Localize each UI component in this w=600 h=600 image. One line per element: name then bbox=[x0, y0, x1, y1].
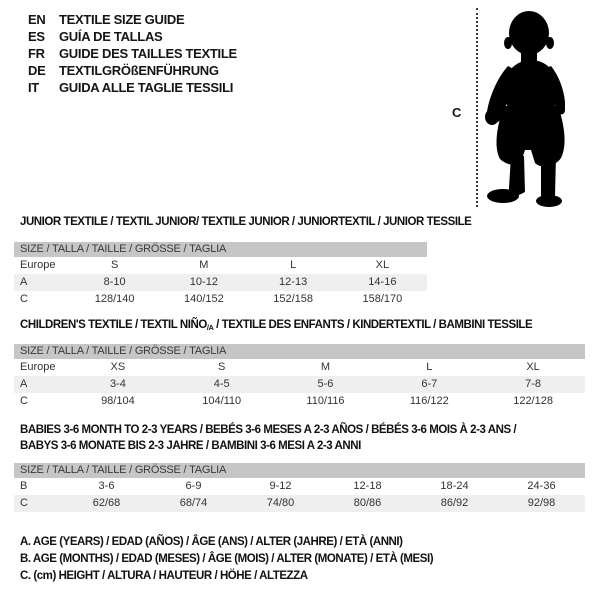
row-label: B bbox=[20, 480, 28, 492]
children-title-text: / TEXTILE DES ENFANTS / KINDERTEXTIL / BAMBINI TESSILE bbox=[213, 319, 533, 331]
age-cell: 14-16 bbox=[368, 276, 397, 288]
height-cell: 158/170 bbox=[362, 293, 403, 305]
language-row-es bbox=[28, 28, 237, 45]
row-label: C bbox=[20, 497, 28, 509]
age-cell: 3-4 bbox=[109, 378, 126, 390]
row-label: A bbox=[20, 276, 28, 288]
children-title-subscript: /A bbox=[206, 323, 214, 332]
size-cell: M bbox=[199, 259, 209, 271]
height-measure-label: C bbox=[452, 105, 462, 120]
guide-title-fr: GUIDE DES TAILLES TEXTILE bbox=[59, 46, 237, 61]
legend-line-a: A. AGE (YEARS) / EDAD (AÑOS) / ÂGE (ANS) / ALTER (JAHRE) / ETÀ (ANNI) bbox=[20, 536, 403, 548]
babies-size-table bbox=[14, 463, 585, 512]
height-cell: 152/158 bbox=[273, 293, 313, 305]
height-cell: 80/86 bbox=[353, 497, 382, 509]
age-cell: 5-6 bbox=[317, 378, 334, 390]
age-cell: 10-12 bbox=[189, 276, 218, 288]
table-row-europe bbox=[14, 257, 427, 274]
guide-title-de: TEXTILGRÖßENFÜHRUNG bbox=[59, 63, 219, 78]
height-cell: 122/128 bbox=[513, 395, 553, 407]
height-cell: 104/110 bbox=[202, 395, 242, 407]
age-cell: 7-8 bbox=[525, 378, 542, 390]
row-label: C bbox=[20, 395, 28, 407]
table-row-europe bbox=[14, 359, 585, 376]
junior-size-table bbox=[14, 242, 427, 308]
size-cell: L bbox=[426, 361, 433, 373]
language-code: IT bbox=[28, 80, 39, 95]
language-code: EN bbox=[28, 12, 46, 27]
age-cell: 6-7 bbox=[421, 378, 438, 390]
size-cell: S bbox=[218, 361, 226, 373]
table-row-age bbox=[14, 274, 427, 291]
table-row-height bbox=[14, 291, 427, 308]
size-cell: S bbox=[110, 259, 119, 271]
age-cell: 12-13 bbox=[279, 276, 308, 288]
children-size-table bbox=[14, 344, 585, 410]
size-header-bar: SIZE / TALLA / TAILLE / GRÖSSE / TAGLIA bbox=[14, 344, 585, 359]
age-cell: 8-10 bbox=[103, 276, 126, 288]
size-header-bar: SIZE / TALLA / TAILLE / GRÖSSE / TAGLIA bbox=[14, 242, 427, 257]
language-row-fr bbox=[28, 45, 237, 62]
language-code: ES bbox=[28, 29, 45, 44]
age-cell: 18-24 bbox=[440, 480, 469, 492]
size-cell: XL bbox=[375, 259, 390, 271]
baby-silhouette-icon bbox=[481, 6, 577, 208]
height-cell: 116/122 bbox=[409, 395, 449, 407]
height-cell: 92/98 bbox=[527, 497, 556, 509]
table-row-age-months bbox=[14, 478, 585, 495]
height-cell: 98/104 bbox=[101, 395, 135, 407]
language-title-list bbox=[28, 11, 237, 96]
size-cell: XL bbox=[526, 361, 540, 373]
language-row-en bbox=[28, 11, 237, 28]
junior-table-title: JUNIOR TEXTILE / TEXTIL JUNIOR/ TEXTILE JUNIOR / JUNIORTEXTIL / JUNIOR TESSILE bbox=[20, 216, 472, 228]
size-header-bar: SIZE / TALLA / TAILLE / GRÖSSE / TAGLIA bbox=[14, 463, 585, 478]
height-cell: 128/140 bbox=[94, 293, 135, 305]
children-table-title bbox=[20, 319, 532, 332]
guide-title-en: TEXTILE SIZE GUIDE bbox=[59, 12, 185, 27]
height-cell: 74/80 bbox=[266, 497, 295, 509]
age-cell: 9-12 bbox=[269, 480, 292, 492]
guide-title-es: GUÍA DE TALLAS bbox=[59, 29, 163, 44]
age-cell: 4-5 bbox=[213, 378, 230, 390]
babies-table-title-line1: BABIES 3-6 MONTH TO 2-3 YEARS / BEBÉS 3-6 MESES A 2-3 AÑOS / BÉBÉS 3-6 MOIS À 2-3 ANS / bbox=[20, 424, 517, 436]
language-row-it bbox=[28, 79, 237, 96]
height-measure-dotted-line bbox=[476, 8, 478, 207]
row-label: Europe bbox=[20, 361, 56, 373]
size-cell: XS bbox=[110, 361, 126, 373]
age-cell: 6-9 bbox=[185, 480, 202, 492]
size-cell: M bbox=[320, 361, 331, 373]
height-cell: 68/74 bbox=[179, 497, 208, 509]
table-row-age bbox=[14, 376, 585, 393]
language-code: DE bbox=[28, 63, 46, 78]
age-cell: 12-18 bbox=[353, 480, 382, 492]
table-row-height bbox=[14, 393, 585, 410]
height-cell: 86/92 bbox=[440, 497, 469, 509]
row-label: A bbox=[20, 378, 28, 390]
legend-line-c: C. (cm) HEIGHT / ALTURA / HAUTEUR / HÖHE / ALTEZZA bbox=[20, 570, 308, 582]
row-label: C bbox=[20, 293, 28, 305]
guide-title-it: GUIDA ALLE TAGLIE TESSILI bbox=[59, 80, 234, 95]
language-code: FR bbox=[28, 46, 45, 61]
language-row-de bbox=[28, 62, 237, 79]
measurement-legend bbox=[20, 534, 433, 585]
table-row-height bbox=[14, 495, 585, 512]
children-title-text: CHILDREN'S TEXTILE / TEXTIL NIÑO bbox=[20, 319, 207, 331]
age-cell: 3-6 bbox=[98, 480, 115, 492]
babies-table-title-line2: BABYS 3-6 MONATE BIS 2-3 JAHRE / BAMBINI 3-6 MESI A 2-3 ANNI bbox=[20, 440, 361, 452]
height-cell: 110/116 bbox=[306, 395, 345, 407]
height-cell: 140/152 bbox=[183, 293, 224, 305]
row-label: Europe bbox=[20, 259, 56, 271]
size-cell: L bbox=[290, 259, 297, 271]
height-cell: 62/68 bbox=[92, 497, 121, 509]
legend-line-b: B. AGE (MONTHS) / EDAD (MESES) / ÂGE (MOIS) / ALTER (MONATE) / ETÀ (MESI) bbox=[20, 553, 434, 565]
age-cell: 24-36 bbox=[527, 480, 556, 492]
